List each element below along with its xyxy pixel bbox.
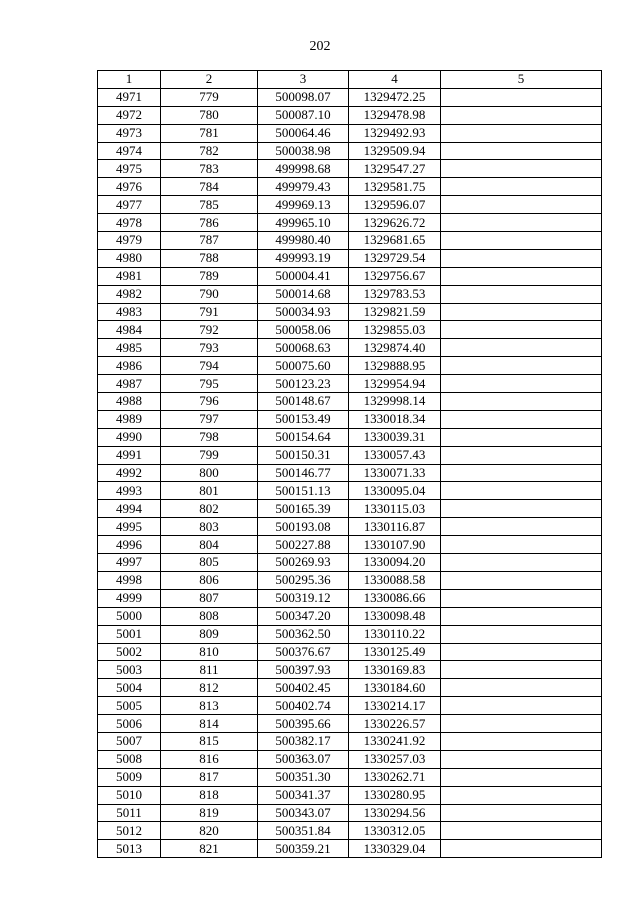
table-row [98, 840, 602, 858]
x-coordinate-cell: 500098.07 [258, 88, 349, 106]
note-cell [441, 804, 602, 822]
point-number-cell: 4975 [98, 160, 161, 178]
note-cell [441, 589, 602, 607]
x-coordinate-cell: 500269.93 [258, 554, 349, 572]
x-coordinate-cell: 500359.21 [258, 840, 349, 858]
index-cell: 821 [161, 840, 258, 858]
point-number-cell: 4998 [98, 571, 161, 589]
table-row [98, 321, 602, 339]
x-coordinate-cell: 500363.07 [258, 750, 349, 768]
table-row [98, 768, 602, 786]
x-coordinate-cell: 500075.60 [258, 357, 349, 375]
point-number-cell: 5011 [98, 804, 161, 822]
y-coordinate-cell: 1330088.58 [349, 571, 441, 589]
x-coordinate-cell: 500376.67 [258, 643, 349, 661]
x-coordinate-cell: 500123.23 [258, 375, 349, 393]
index-cell: 812 [161, 679, 258, 697]
x-coordinate-cell: 500153.49 [258, 410, 349, 428]
x-coordinate-cell: 500148.67 [258, 393, 349, 411]
point-number-cell: 5013 [98, 840, 161, 858]
table-row [98, 732, 602, 750]
index-cell: 786 [161, 214, 258, 232]
table-row [98, 625, 602, 643]
note-cell [441, 160, 602, 178]
table-row [98, 285, 602, 303]
y-coordinate-cell: 1330057.43 [349, 446, 441, 464]
note-cell [441, 88, 602, 106]
y-coordinate-cell: 1329874.40 [349, 339, 441, 357]
table-row [98, 536, 602, 554]
note-cell [441, 464, 602, 482]
x-coordinate-cell: 499979.43 [258, 178, 349, 196]
column-header: 5 [441, 71, 602, 89]
y-coordinate-cell: 1330071.33 [349, 464, 441, 482]
column-header: 2 [161, 71, 258, 89]
x-coordinate-cell: 499998.68 [258, 160, 349, 178]
note-cell [441, 607, 602, 625]
x-coordinate-cell: 500004.41 [258, 267, 349, 285]
index-cell: 814 [161, 715, 258, 733]
x-coordinate-cell: 500343.07 [258, 804, 349, 822]
index-cell: 792 [161, 321, 258, 339]
point-number-cell: 4987 [98, 375, 161, 393]
y-coordinate-cell: 1330241.92 [349, 732, 441, 750]
y-coordinate-cell: 1329855.03 [349, 321, 441, 339]
point-number-cell: 4999 [98, 589, 161, 607]
table-row [98, 357, 602, 375]
y-coordinate-cell: 1329729.54 [349, 249, 441, 267]
table-row [98, 88, 602, 106]
y-coordinate-cell: 1330280.95 [349, 786, 441, 804]
point-number-cell: 4994 [98, 500, 161, 518]
point-number-cell: 5004 [98, 679, 161, 697]
x-coordinate-cell: 500058.06 [258, 321, 349, 339]
point-number-cell: 4983 [98, 303, 161, 321]
note-cell [441, 554, 602, 572]
y-coordinate-cell: 1329756.67 [349, 267, 441, 285]
index-cell: 779 [161, 88, 258, 106]
note-cell [441, 500, 602, 518]
x-coordinate-cell: 500395.66 [258, 715, 349, 733]
point-number-cell: 4985 [98, 339, 161, 357]
table-row [98, 267, 602, 285]
x-coordinate-cell: 500150.31 [258, 446, 349, 464]
note-cell [441, 536, 602, 554]
point-number-cell: 4992 [98, 464, 161, 482]
point-number-cell: 4989 [98, 410, 161, 428]
table-body [98, 88, 602, 857]
x-coordinate-cell: 500193.08 [258, 518, 349, 536]
y-coordinate-cell: 1330039.31 [349, 428, 441, 446]
page-number: 202 [309, 39, 331, 54]
table-row [98, 589, 602, 607]
point-number-cell: 5000 [98, 607, 161, 625]
table-row [98, 196, 602, 214]
y-coordinate-cell: 1329888.95 [349, 357, 441, 375]
x-coordinate-cell: 500038.98 [258, 142, 349, 160]
point-number-cell: 4991 [98, 446, 161, 464]
index-cell: 806 [161, 571, 258, 589]
table-row [98, 482, 602, 500]
note-cell [441, 106, 602, 124]
y-coordinate-cell: 1330125.49 [349, 643, 441, 661]
index-cell: 783 [161, 160, 258, 178]
x-coordinate-cell: 499980.40 [258, 232, 349, 250]
y-coordinate-cell: 1330226.57 [349, 715, 441, 733]
index-cell: 788 [161, 249, 258, 267]
note-cell [441, 732, 602, 750]
table-row [98, 786, 602, 804]
x-coordinate-cell: 500397.93 [258, 661, 349, 679]
x-coordinate-cell: 500064.46 [258, 124, 349, 142]
index-cell: 811 [161, 661, 258, 679]
y-coordinate-cell: 1330107.90 [349, 536, 441, 554]
index-cell: 820 [161, 822, 258, 840]
point-number-cell: 5012 [98, 822, 161, 840]
table-row [98, 661, 602, 679]
x-coordinate-cell: 500362.50 [258, 625, 349, 643]
point-number-cell: 4978 [98, 214, 161, 232]
index-cell: 789 [161, 267, 258, 285]
point-number-cell: 5005 [98, 697, 161, 715]
point-number-cell: 5007 [98, 732, 161, 750]
y-coordinate-cell: 1330086.66 [349, 589, 441, 607]
x-coordinate-cell: 500165.39 [258, 500, 349, 518]
index-cell: 802 [161, 500, 258, 518]
y-coordinate-cell: 1330262.71 [349, 768, 441, 786]
x-coordinate-cell: 500402.45 [258, 679, 349, 697]
note-cell [441, 321, 602, 339]
index-cell: 795 [161, 375, 258, 393]
point-number-cell: 5006 [98, 715, 161, 733]
index-cell: 813 [161, 697, 258, 715]
table-row [98, 124, 602, 142]
point-number-cell: 4977 [98, 196, 161, 214]
index-cell: 800 [161, 464, 258, 482]
table-row [98, 428, 602, 446]
point-number-cell: 4990 [98, 428, 161, 446]
index-cell: 796 [161, 393, 258, 411]
table-row [98, 822, 602, 840]
y-coordinate-cell: 1330169.83 [349, 661, 441, 679]
note-cell [441, 768, 602, 786]
note-cell [441, 285, 602, 303]
x-coordinate-cell: 500402.74 [258, 697, 349, 715]
x-coordinate-cell: 500319.12 [258, 589, 349, 607]
table-row [98, 339, 602, 357]
y-coordinate-cell: 1329681.65 [349, 232, 441, 250]
column-header: 1 [98, 71, 161, 89]
table-row [98, 106, 602, 124]
note-cell [441, 357, 602, 375]
index-cell: 819 [161, 804, 258, 822]
y-coordinate-cell: 1329626.72 [349, 214, 441, 232]
y-coordinate-cell: 1329492.93 [349, 124, 441, 142]
index-cell: 818 [161, 786, 258, 804]
y-coordinate-cell: 1330214.17 [349, 697, 441, 715]
point-number-cell: 4972 [98, 106, 161, 124]
x-coordinate-cell: 500341.37 [258, 786, 349, 804]
table-row [98, 679, 602, 697]
point-number-cell: 5009 [98, 768, 161, 786]
table-header-row [98, 71, 602, 89]
x-coordinate-cell: 499965.10 [258, 214, 349, 232]
table-row [98, 697, 602, 715]
point-number-cell: 4980 [98, 249, 161, 267]
x-coordinate-cell: 500014.68 [258, 285, 349, 303]
index-cell: 809 [161, 625, 258, 643]
y-coordinate-cell: 1330098.48 [349, 607, 441, 625]
index-cell: 817 [161, 768, 258, 786]
y-coordinate-cell: 1329783.53 [349, 285, 441, 303]
point-number-cell: 4995 [98, 518, 161, 536]
table-row [98, 214, 602, 232]
x-coordinate-cell: 500151.13 [258, 482, 349, 500]
table-row [98, 160, 602, 178]
note-cell [441, 375, 602, 393]
y-coordinate-cell: 1330095.04 [349, 482, 441, 500]
index-cell: 816 [161, 750, 258, 768]
y-coordinate-cell: 1330018.34 [349, 410, 441, 428]
y-coordinate-cell: 1330116.87 [349, 518, 441, 536]
index-cell: 790 [161, 285, 258, 303]
index-cell: 793 [161, 339, 258, 357]
x-coordinate-cell: 500382.17 [258, 732, 349, 750]
note-cell [441, 178, 602, 196]
y-coordinate-cell: 1329478.98 [349, 106, 441, 124]
index-cell: 815 [161, 732, 258, 750]
index-cell: 780 [161, 106, 258, 124]
table-row [98, 410, 602, 428]
note-cell [441, 822, 602, 840]
note-cell [441, 410, 602, 428]
note-cell [441, 339, 602, 357]
table-row [98, 607, 602, 625]
note-cell [441, 214, 602, 232]
table-row [98, 375, 602, 393]
index-cell: 807 [161, 589, 258, 607]
table-row [98, 393, 602, 411]
x-coordinate-cell: 499993.19 [258, 249, 349, 267]
index-cell: 797 [161, 410, 258, 428]
table-row [98, 571, 602, 589]
index-cell: 805 [161, 554, 258, 572]
y-coordinate-cell: 1330312.05 [349, 822, 441, 840]
x-coordinate-cell: 500347.20 [258, 607, 349, 625]
y-coordinate-cell: 1330184.60 [349, 679, 441, 697]
point-number-cell: 4997 [98, 554, 161, 572]
note-cell [441, 518, 602, 536]
y-coordinate-cell: 1330294.56 [349, 804, 441, 822]
table-row [98, 464, 602, 482]
note-cell [441, 393, 602, 411]
y-coordinate-cell: 1330094.20 [349, 554, 441, 572]
note-cell [441, 124, 602, 142]
table-row [98, 500, 602, 518]
y-coordinate-cell: 1329547.27 [349, 160, 441, 178]
y-coordinate-cell: 1330115.03 [349, 500, 441, 518]
y-coordinate-cell: 1330110.22 [349, 625, 441, 643]
y-coordinate-cell: 1330257.03 [349, 750, 441, 768]
index-cell: 794 [161, 357, 258, 375]
x-coordinate-cell: 500146.77 [258, 464, 349, 482]
index-cell: 804 [161, 536, 258, 554]
table-row [98, 554, 602, 572]
table-row [98, 643, 602, 661]
x-coordinate-cell: 500034.93 [258, 303, 349, 321]
index-cell: 791 [161, 303, 258, 321]
note-cell [441, 142, 602, 160]
note-cell [441, 661, 602, 679]
index-cell: 782 [161, 142, 258, 160]
point-number-cell: 4996 [98, 536, 161, 554]
table-row [98, 750, 602, 768]
x-coordinate-cell: 500068.63 [258, 339, 349, 357]
y-coordinate-cell: 1329509.94 [349, 142, 441, 160]
index-cell: 810 [161, 643, 258, 661]
point-number-cell: 4981 [98, 267, 161, 285]
index-cell: 785 [161, 196, 258, 214]
table-row [98, 518, 602, 536]
point-number-cell: 4979 [98, 232, 161, 250]
note-cell [441, 571, 602, 589]
point-number-cell: 5008 [98, 750, 161, 768]
point-number-cell: 4976 [98, 178, 161, 196]
index-cell: 798 [161, 428, 258, 446]
coordinates-table [97, 70, 602, 858]
index-cell: 787 [161, 232, 258, 250]
x-coordinate-cell: 500227.88 [258, 536, 349, 554]
note-cell [441, 750, 602, 768]
y-coordinate-cell: 1329998.14 [349, 393, 441, 411]
x-coordinate-cell: 500087.10 [258, 106, 349, 124]
table-row [98, 178, 602, 196]
point-number-cell: 5002 [98, 643, 161, 661]
table-row [98, 715, 602, 733]
point-number-cell: 4993 [98, 482, 161, 500]
x-coordinate-cell: 500351.30 [258, 768, 349, 786]
table-row [98, 303, 602, 321]
table-row [98, 232, 602, 250]
table-row [98, 446, 602, 464]
index-cell: 799 [161, 446, 258, 464]
point-number-cell: 4984 [98, 321, 161, 339]
point-number-cell: 4974 [98, 142, 161, 160]
point-number-cell: 4982 [98, 285, 161, 303]
x-coordinate-cell: 500351.84 [258, 822, 349, 840]
note-cell [441, 715, 602, 733]
point-number-cell: 5003 [98, 661, 161, 679]
point-number-cell: 4973 [98, 124, 161, 142]
index-cell: 801 [161, 482, 258, 500]
note-cell [441, 267, 602, 285]
y-coordinate-cell: 1329581.75 [349, 178, 441, 196]
y-coordinate-cell: 1329596.07 [349, 196, 441, 214]
x-coordinate-cell: 500295.36 [258, 571, 349, 589]
note-cell [441, 482, 602, 500]
note-cell [441, 643, 602, 661]
note-cell [441, 428, 602, 446]
note-cell [441, 840, 602, 858]
y-coordinate-cell: 1330329.04 [349, 840, 441, 858]
table-row [98, 249, 602, 267]
column-header: 4 [349, 71, 441, 89]
point-number-cell: 4988 [98, 393, 161, 411]
table-row [98, 804, 602, 822]
x-coordinate-cell: 500154.64 [258, 428, 349, 446]
index-cell: 803 [161, 518, 258, 536]
column-header: 3 [258, 71, 349, 89]
point-number-cell: 5001 [98, 625, 161, 643]
note-cell [441, 625, 602, 643]
y-coordinate-cell: 1329954.94 [349, 375, 441, 393]
index-cell: 784 [161, 178, 258, 196]
y-coordinate-cell: 1329472.25 [349, 88, 441, 106]
point-number-cell: 4971 [98, 88, 161, 106]
note-cell [441, 196, 602, 214]
note-cell [441, 249, 602, 267]
table-row [98, 142, 602, 160]
index-cell: 808 [161, 607, 258, 625]
point-number-cell: 4986 [98, 357, 161, 375]
index-cell: 781 [161, 124, 258, 142]
note-cell [441, 786, 602, 804]
note-cell [441, 446, 602, 464]
note-cell [441, 679, 602, 697]
note-cell [441, 232, 602, 250]
point-number-cell: 5010 [98, 786, 161, 804]
x-coordinate-cell: 499969.13 [258, 196, 349, 214]
note-cell [441, 697, 602, 715]
note-cell [441, 303, 602, 321]
y-coordinate-cell: 1329821.59 [349, 303, 441, 321]
